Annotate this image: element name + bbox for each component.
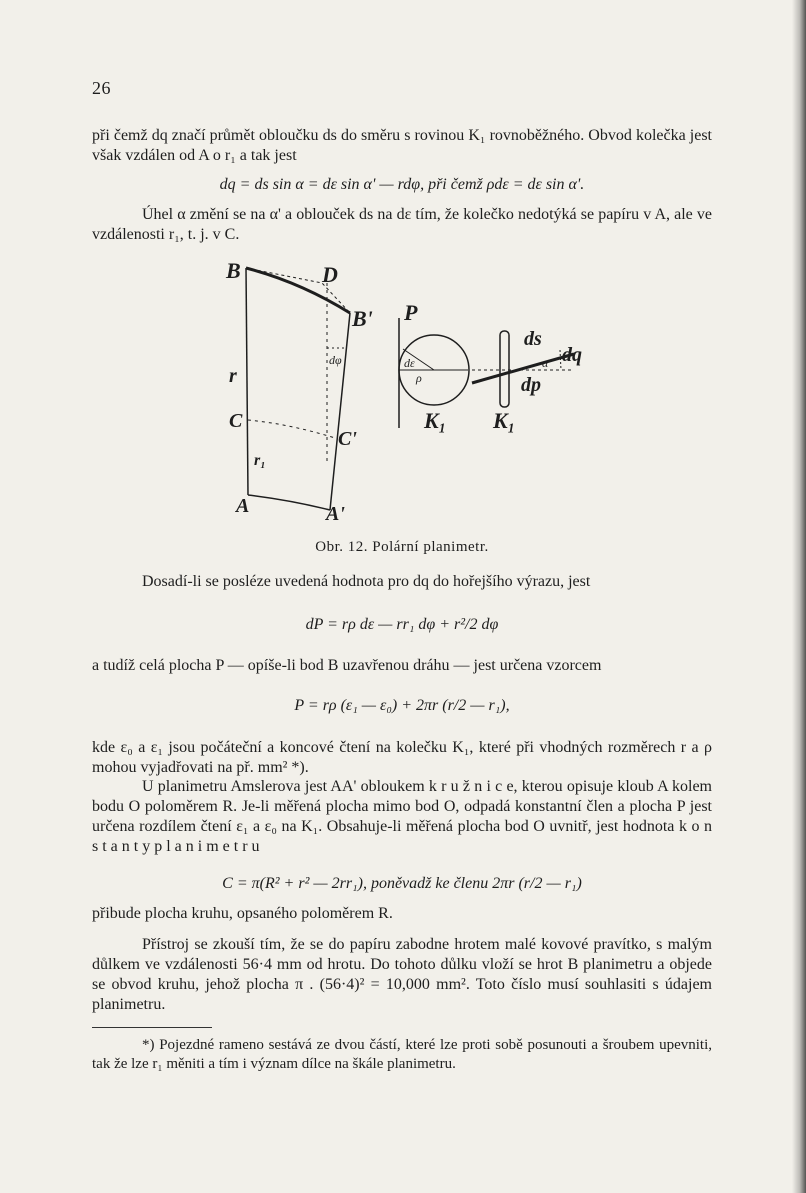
formula-dq: dq = ds sin α = dε sin α' — rdφ, při čemž ρdε = dε sin α'. [219,176,585,193]
label-dq: dq [562,344,582,366]
label-C: C [229,410,243,432]
paragraph-6: U planimetru Amslerova jest AA' obloukem k r u ž n i c e, kterou opisuje kloub A kolem bodu O poloměrem R. Je-li měřená plocha mimo bod O, odpadá konstantní člen a plocha P jest určena rozdílem čtení ε₁ a ε₀ na K₁. Obsahuje-li měřená plocha bod O uvnitř, jest hodnota k o n s t a n t y p l a n i m e t r u [92,778,712,855]
paragraph-8: Přístroj se zkouší tím, že se do papíru zabodne hrotem malé kovové pravítko, s malým důlkem ve vzdálenosti 56·4 mm od hrotu. Do tohoto důlku vloží se hrot B planimetru a objede se obvod kruhu, jehož plocha π . (56·4)² = 10,000 mm². Toto číslo musí souhlasiti s údajem planimetru. [92,936,712,1013]
footnote: *) Pojezdné rameno sestává ze dvou částí, které lze proti sobě posunouti a šroubem upevniti, tak že lze r₁ měniti a tím i význam dílce na škále planimetru. [92,1037,712,1072]
figure-caption: Obr. 12. Polární planimetr. [315,539,489,555]
dq-segment [560,350,561,370]
label-r: r [229,365,237,387]
dashed-C-Cprime [248,420,335,438]
label-A-prime: A' [326,503,345,525]
formula-dP: dP = rρ dε — rr₁ dφ + r²/2 dφ [305,616,499,633]
wheel-K1-edge [500,331,509,407]
formula-P: P = rρ (ε₁ — ε₀) + 2πr (r/2 — r₁), [294,697,510,714]
footnote-separator [92,1027,212,1028]
label-ds: ds [524,328,542,350]
label-D: D [322,262,338,287]
planimeter-geometry [246,268,350,510]
paragraph-4: a tudíž celá plocha P — opíše-li bod B uzavřenou dráhu — jest určena vzorcem [92,657,602,674]
page-number: 26 [92,78,111,98]
line-B-A [246,268,248,495]
label-rho: ρ [416,371,422,385]
paragraph-5: kde ε₀ a ε₁ jsou počáteční a koncové čtení na kolečku K₁, které při vhodných rozměrech r a ρ mohou vyjadřovati na př. mm² *). [92,739,712,776]
arc-A-Aprime [248,495,330,510]
label-B: B [226,258,241,283]
label-A: A [236,495,250,517]
formula-C: C = π(R² + r² — 2rr₁), poněvadž ke členu 2πr (r/2 — r₁) [222,875,582,892]
paragraph-2: Úhel α změní se na α' a oblouček ds na dε tím, že kolečko nedotýká se papíru v A, ale ve vzdálenosti r₁, t. j. v C. [92,206,712,243]
label-dp: dp [521,374,541,396]
label-C-prime: C' [338,428,357,450]
label-K1-left: K₁ [424,408,447,433]
label-alpha: α [542,356,549,370]
label-r1: r₁ [254,452,266,469]
label-d-eps: dε [404,356,415,370]
paragraph-3: Dosadí-li se posléze uvedená hodnota pro dq do hořejšího výrazu, jest [142,573,591,590]
label-d-phi: dφ [329,353,342,367]
label-K1-right: K₁ [493,408,516,433]
label-P: P [404,300,418,325]
paragraph-1: při čemž dq značí průmět obloučku ds do směru s rovinou K₁ rovnoběžného. Obvod kolečka jest však vzdálen od A o r₁ a tak jest [92,127,712,164]
paragraph-7: přibude plocha kruhu, opsaného poloměrem R. [92,905,393,922]
line-Bprime-Aprime [330,313,350,510]
label-B-prime: B' [352,306,373,331]
